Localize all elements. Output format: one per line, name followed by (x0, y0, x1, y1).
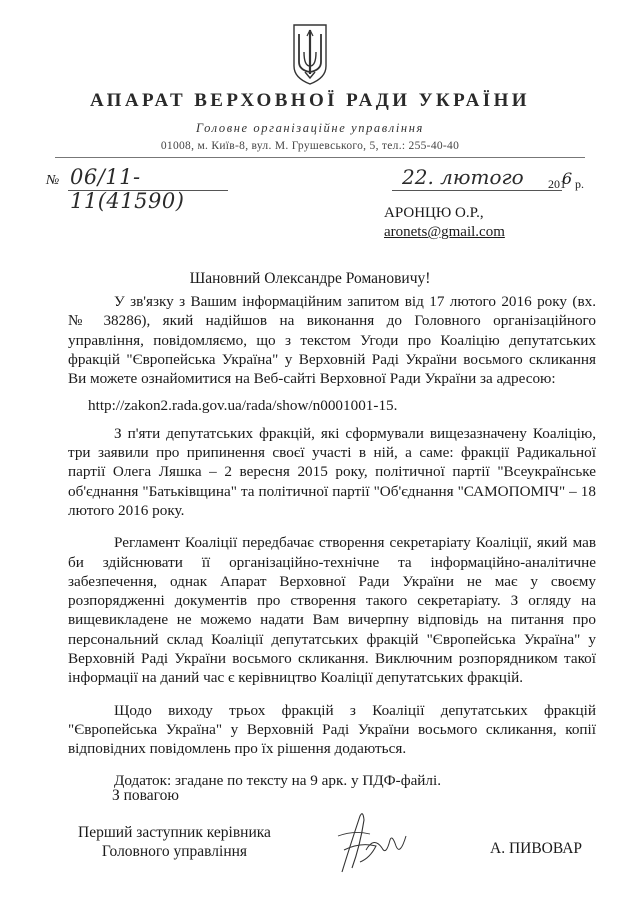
salutation: Шановний Олександре Романовичу! (189, 270, 431, 287)
regards: З повагою (112, 787, 179, 804)
paragraph-withdrawal: Щодо виходу трьох фракцій з Коаліції депутатських фракцій "Європейська Україна" у Верховній Раді України восьмого скликання, копії відповідних повідомлень про їх рішення додаються. (68, 701, 596, 758)
signatory-title-line1: Перший заступник керівника (78, 824, 271, 841)
organization-address: 01008, м. Київ-8, вул. М. Грушевського, 5, тел.: 255-40-40 (160, 140, 460, 152)
year-printed: 201 (548, 177, 566, 191)
signatory-name: А. ПИВОВАР (490, 840, 583, 857)
registration-date (392, 163, 602, 195)
paragraph-factions: З п'яти депутатських фракцій, які сформували вищезазначену Коаліцію, три заявили про припинення своєї участі в ній, а саме: фракції Радикальної партії Олега Ляшка – 2 вересня 2015 року, політичної партії "Всеукраїнське об'єднання "Батьківщина" та політичної партії "Об'єднання "САМОПОМІЧ" – 18 лютого 2016 року. (68, 424, 596, 519)
attachment-note: Додаток: згадане по тексту на 9 арк. у ПДФ-файлі. (114, 771, 442, 789)
year-suffix: р. (575, 177, 584, 191)
recipient-block (384, 204, 505, 242)
recipient-email[interactable]: aronets@gmail.com (384, 224, 505, 240)
signatory-title-line2: Головного управління (101, 843, 248, 860)
trident-icon (291, 22, 329, 86)
paragraph-regulation: Регламент Коаліції передбачає створення секретаріату Коаліції, який мав би здійснювати її організаційно-технічне та інформаційно-аналітичне забезпечення, однак Апарат Верховної Ради України не має у своєму розпорядженні документів про створення такого секретаріату. З огляду на вищевикладене не можемо надати Вам вичерпну відповідь на питання про персональний склад Коаліції депутатських фракцій "Європейська Україна" у Верховній Раді України восьмого скликання. Виключним розпорядником такої інформації на даний час є керівництво Коаліції депутатських фракцій. (68, 534, 596, 687)
organization-name: АПАРАТ ВЕРХОВНОЇ РАДИ УКРАЇНИ (90, 90, 530, 111)
agreement-link[interactable]: http://zakon2.rada.gov.ua/rada/show/n0001001-15. (88, 397, 398, 415)
letter-body (68, 292, 596, 790)
date-underline (392, 190, 562, 191)
department-name: Головне організаційне управління (196, 121, 424, 135)
paragraph-request: У зв'язку з Вашим інформаційним запитом від 17 лютого 2016 року (вх. № 38286), який надійшов на виконання до Головного організаційного управління, повідомляємо, що з текстом Угоди про Коаліцію депутатських фракцій "Європейська Україна" у Верховній Раді України восьмого скликання Ви можете ознайомитися на Веб-сайті Верховної Ради України за адресою: (68, 293, 596, 388)
header-divider (55, 157, 585, 158)
registration-number (46, 163, 246, 213)
signatory-title (72, 823, 277, 861)
number-sign: № (46, 173, 60, 188)
registration-number-value: 06/11-11(41590) (70, 165, 185, 213)
handwritten-signature (330, 806, 410, 876)
number-underline (68, 190, 228, 191)
registration-date-value: 22. лютого (402, 165, 524, 189)
year-handwritten: 6 (562, 169, 573, 188)
recipient-name: АРОНЦЮ О.Р., (384, 205, 484, 221)
